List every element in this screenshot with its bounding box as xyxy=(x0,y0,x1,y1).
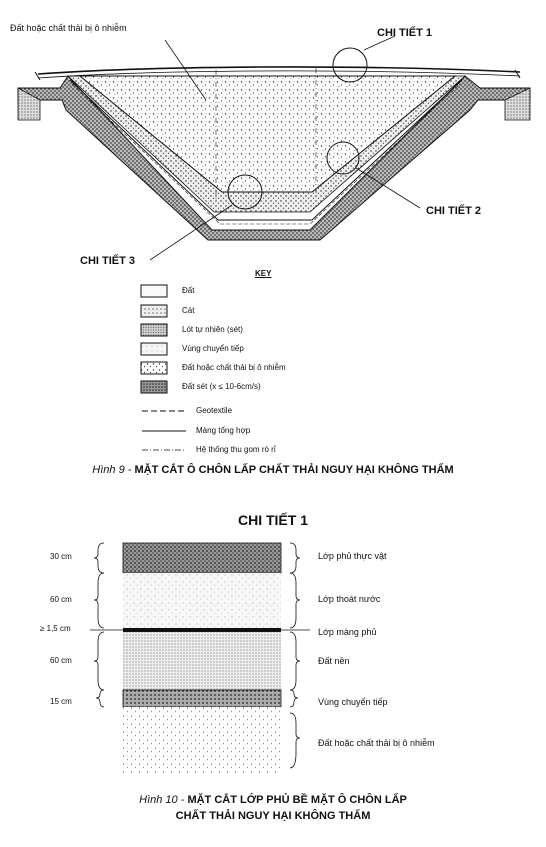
key-label-sand: Cát xyxy=(182,306,195,315)
key-swatch-waste xyxy=(141,362,167,374)
key-label-membrane: Màng tổng hợp xyxy=(196,426,251,435)
right-braces xyxy=(280,538,310,778)
detail-2-label: CHI TIẾT 2 xyxy=(426,205,482,217)
key-swatch-soil xyxy=(141,285,167,297)
fig10-caption-prefix: Hình 10 - xyxy=(139,794,185,806)
thickness-transition: 15 cm xyxy=(50,697,72,706)
name-drainage: Lớp thoát nước xyxy=(318,594,381,604)
key-line-samples xyxy=(140,405,200,455)
thickness-vegetation: 30 cm xyxy=(50,552,72,561)
key-label-geotextile: Geotextile xyxy=(196,406,233,415)
key-label-clay: Đất sét (x ≤ 10-6cm/s) xyxy=(182,382,261,391)
landfill-cross-section xyxy=(0,0,546,270)
fig10-title: CHI TIẾT 1 xyxy=(237,512,308,528)
name-vegetation: Lớp phủ thực vật xyxy=(318,551,387,561)
thickness-base-soil: 60 cm xyxy=(50,656,72,665)
key-swatch-sand xyxy=(141,305,167,317)
key-swatch-clay xyxy=(141,381,167,393)
key-label-leachate: Hệ thống thu gom rò rỉ xyxy=(196,445,276,454)
key-title: KEY xyxy=(255,269,272,278)
detail-1-label: CHI TIẾT 1 xyxy=(377,27,433,39)
waste-label: Đất hoặc chất thải bị ô nhiễm xyxy=(10,23,127,33)
key-label-transition: Vùng chuyển tiếp xyxy=(182,344,244,353)
name-base-soil: Đất nền xyxy=(318,656,350,666)
layer-base-soil xyxy=(123,632,281,690)
thickness-membrane: ≥ 1,5 cm xyxy=(40,624,71,633)
detail-3-label: CHI TIẾT 3 xyxy=(80,255,136,267)
layer-waste xyxy=(123,707,281,773)
fig10-caption-text1: MẶT CẮT LỚP PHỦ BỀ MẶT Ô CHÔN LẤP xyxy=(187,794,407,806)
layer-transition xyxy=(123,690,281,707)
key-label-waste: Đất hoặc chất thải bị ô nhiễm xyxy=(182,363,286,372)
name-membrane: Lớp màng phủ xyxy=(318,627,377,637)
key-swatch-transition xyxy=(141,343,167,355)
fig9-caption-prefix: Hình 9 - xyxy=(92,464,132,476)
layer-drainage xyxy=(123,573,281,628)
key-label-natural-liner: Lót tự nhiên (sét) xyxy=(182,325,243,334)
key-label-soil: Đất xyxy=(182,286,195,295)
key-swatches xyxy=(140,284,170,402)
fig10-caption-line1 xyxy=(0,794,546,806)
cover-layers-column xyxy=(90,538,310,778)
fig10-caption-line2: CHẤT THẢI NGUY HẠI KHÔNG THẤM xyxy=(175,810,371,822)
fig9-caption xyxy=(0,464,546,476)
layer-vegetation xyxy=(123,543,281,573)
thickness-drainage: 60 cm xyxy=(50,595,72,604)
name-waste: Đất hoặc chất thải bị ô nhiễm xyxy=(318,738,435,748)
fig9-caption-text: MẶT CẮT Ô CHÔN LẤP CHẤT THẢI NGUY HẠI KHÔNG THẤM xyxy=(134,464,454,476)
key-swatch-natural-liner xyxy=(141,324,167,336)
name-transition: Vùng chuyển tiếp xyxy=(318,697,388,707)
